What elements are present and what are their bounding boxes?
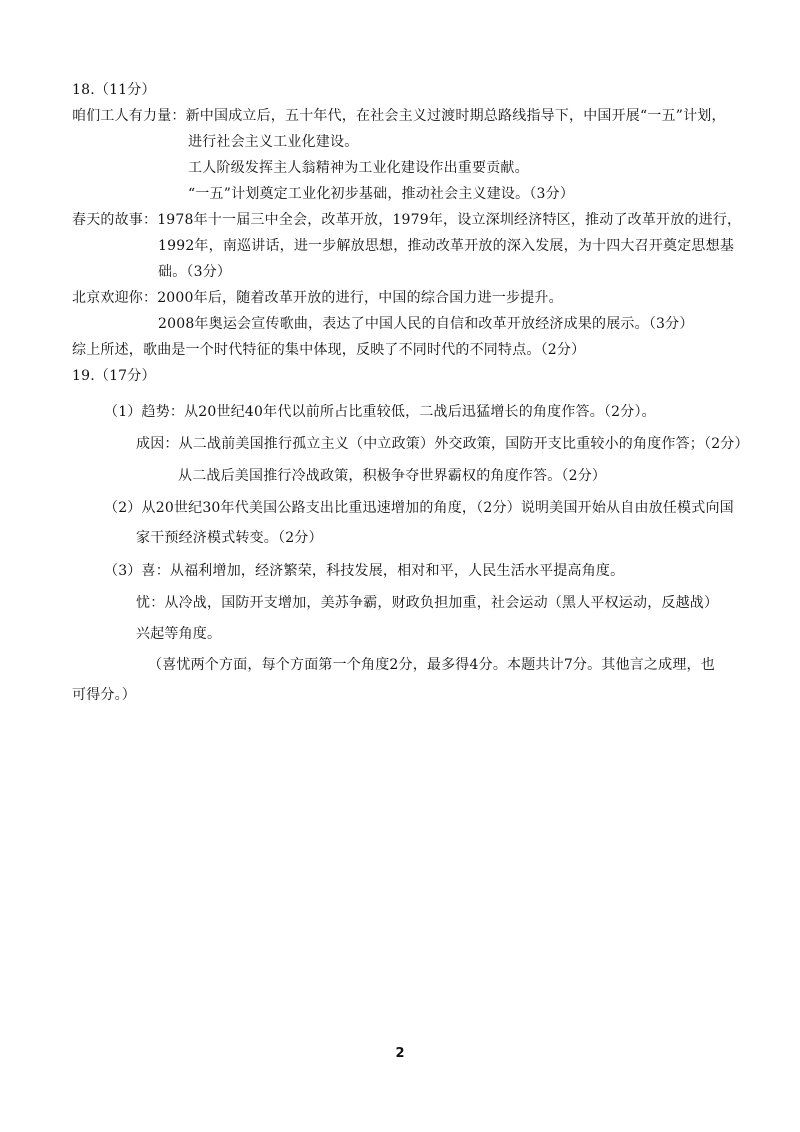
q18-song3-line2: 2008年奥运会宣传歌曲，表达了中国人民的自信和改革开放经济成果的展示。（3分）	[158, 316, 694, 332]
q19-part3-line3: 兴起等角度。	[136, 626, 222, 642]
q18-song2-line2: 1992年，南巡讲话，进一步解放思想，推动改革开放的深入发展，为十四大召开奠定思想基	[158, 238, 735, 254]
q18-header: 18.（11分）	[72, 82, 156, 98]
q18-song2-line1: 春天的故事：1978年十一届三中全会，改革开放，1979年，设立深圳经济特区，推动了改革开放的进行，	[72, 212, 742, 228]
q19-part2-line1: （2）从20世纪30年代美国公路支出比重迅速增加的角度，（2分）说明美国开始从自由放任模式向国	[104, 500, 734, 516]
q18-song1-line4: “一五”计划奠定工业化初步基础，推动社会主义建设。（3分）	[188, 186, 575, 202]
q19-part1-line1: （1）趋势：从20世纪40年代以前所占比重较低，二战后迅猛增长的角度作答。（2分）。	[104, 404, 656, 420]
q19-part1-line3: 从二战后美国推行冷战政策，积极争夺世界霸权的角度作答。（2分）	[178, 468, 607, 484]
q18-song3-line1: 北京欢迎你：2000年后，随着改革开放的进行，中国的综合国力进一步提升。	[72, 290, 563, 306]
q19-part1-line2: 成因：从二战前美国推行孤立主义（中立政策）外交政策，国防开支比重较小的角度作答；（2分）	[136, 436, 749, 452]
q18-song2-line3: 础。（3分）	[158, 264, 232, 280]
q19-part3-line1: （3）喜：从福利增加，经济繁荣，科技发展，相对和平，人民生活水平提高角度。	[104, 563, 625, 579]
page-number: 2	[395, 1046, 405, 1061]
q18-song1-line2: 进行社会主义工业化建设。	[188, 134, 359, 150]
q19-scoring-note-line2: 可得分。）	[72, 687, 136, 703]
q19-part3-line2: 忧：从冷战，国防开支增加，美苏争霸，财政负担加重，社会运动（黑人平权运动，反越战）	[136, 595, 719, 611]
q19-header: 19.（17分）	[72, 368, 156, 384]
q18-song1-line1: 咱们工人有力量：新中国成立后，五十年代，在社会主义过渡时期总路线指导下，中国开展“一五”计划，	[72, 108, 726, 124]
q18-song1-line3: 工人阶级发挥主人翁精神为工业化建设作出重要贡献。	[188, 160, 529, 176]
q19-part2-line2: 家干预经济模式转变。（2分）	[136, 530, 323, 546]
q18-summary: 综上所述，歌曲是一个时代特征的集中体现，反映了不同时代的不同特点。（2分）	[72, 342, 586, 358]
q19-scoring-note-line1: （喜忧两个方面，每个方面第一个角度2分，最多得4分。本题共计7分。其他言之成理，也	[148, 657, 715, 673]
